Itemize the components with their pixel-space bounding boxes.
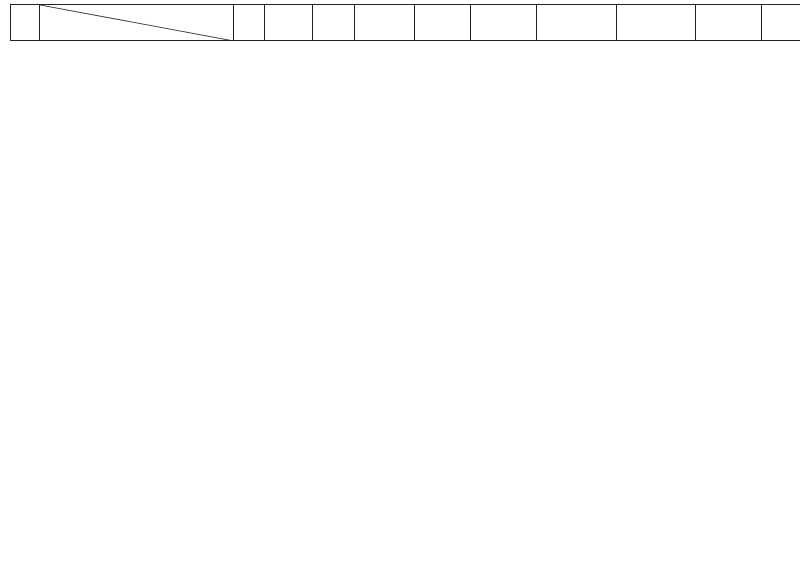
header-mix-skin (471, 5, 537, 41)
header-no (11, 5, 40, 41)
header-frame (234, 5, 265, 41)
header-mix-door (265, 5, 313, 41)
header-mix-water (355, 5, 415, 41)
header-row (11, 5, 800, 41)
price-table (10, 4, 800, 41)
header-picture-category (40, 5, 234, 41)
header-pcc-oak (415, 5, 471, 41)
diagonal-line-icon (40, 5, 234, 41)
header-note (762, 5, 800, 41)
header-hardware (313, 5, 355, 41)
header-pcc-mix (617, 5, 696, 41)
header-pcc-walnut (696, 5, 762, 41)
header-mix-gloss (537, 5, 617, 41)
